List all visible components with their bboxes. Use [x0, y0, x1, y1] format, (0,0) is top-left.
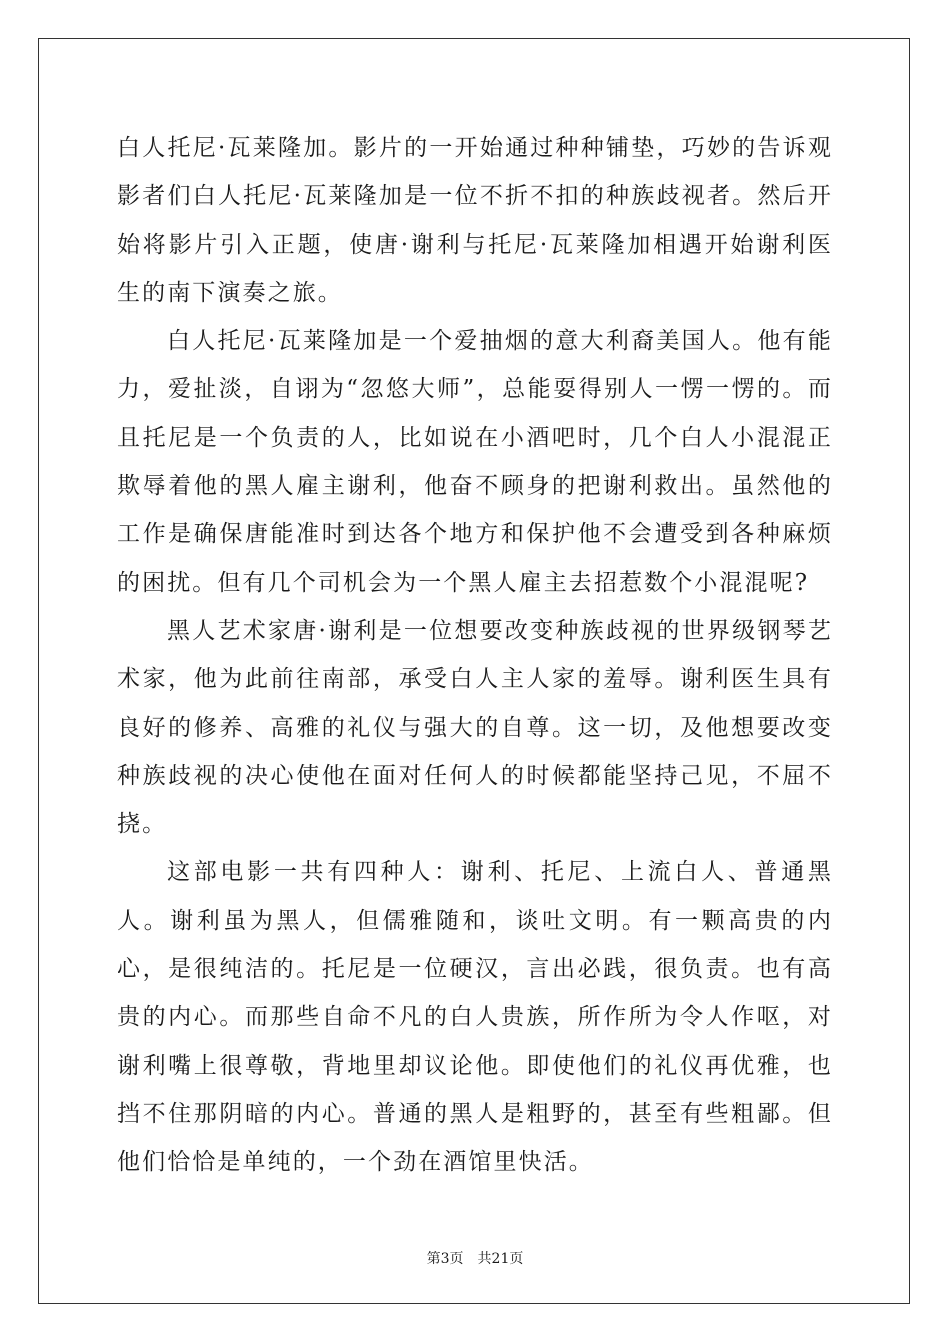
paragraph-3: 黑人艺术家唐·谢利是一位想要改变种族歧视的世界级钢琴艺术家，他为此前往南部，承受白人主人家的羞辱。谢利医生具有良好的修养、高雅的礼仪与强大的自尊。这一切，及他想要改变种族歧视的决心使他在面对任何人的时候都能坚持己见，不屈不挠。: [117, 617, 833, 838]
paragraph-4: 这部电影一共有四种人：谢利、托尼、上流白人、普通黑人。谢利虽为黑人，但儒雅随和，谈吐文明。有一颗高贵的内心，是很纯洁的。托尼是一位硬汉，言出必践，很负责。也有高贵的内心。而那些自命不凡的白人贵族，所作所为令人作呕，对谢利嘴上很尊敬，背地里却议论他。即使他们的礼仪再优雅，也挡不住那阴暗的内心。普通的黑人是粗野的，甚至有些粗鄙。但他们恰恰是单纯的，一个劲在酒馆里快活。: [117, 859, 833, 1176]
document-body: [117, 124, 833, 1187]
page-number-total: 共21页: [477, 1251, 524, 1267]
page-number-current: 第3页: [426, 1251, 464, 1267]
paragraph-2: 白人托尼·瓦莱隆加是一个爱抽烟的意大利裔美国人。他有能力，爱扯淡，自诩为“忽悠大师”，总能耍得别人一愣一愣的。而且托尼是一个负责的人，比如说在小酒吧时，几个白人小混混正欺辱着他的黑人雇主谢利，他奋不顾身的把谢利救出。虽然他的工作是确保唐能准时到达各个地方和保护他不会遭受到各种麻烦的困扰。但有几个司机会为一个黑人雇主去招惹数个小混混呢?: [117, 328, 833, 596]
page-footer: [0, 1248, 950, 1268]
paragraph-1: 白人托尼·瓦莱隆加。影片的一开始通过种种铺垫，巧妙的告诉观影者们白人托尼·瓦莱隆加是一位不折不扣的种族歧视者。然后开始将影片引入正题，使唐·谢利与托尼·瓦莱隆加相遇开始谢利医生的南下演奏之旅。: [117, 135, 833, 306]
